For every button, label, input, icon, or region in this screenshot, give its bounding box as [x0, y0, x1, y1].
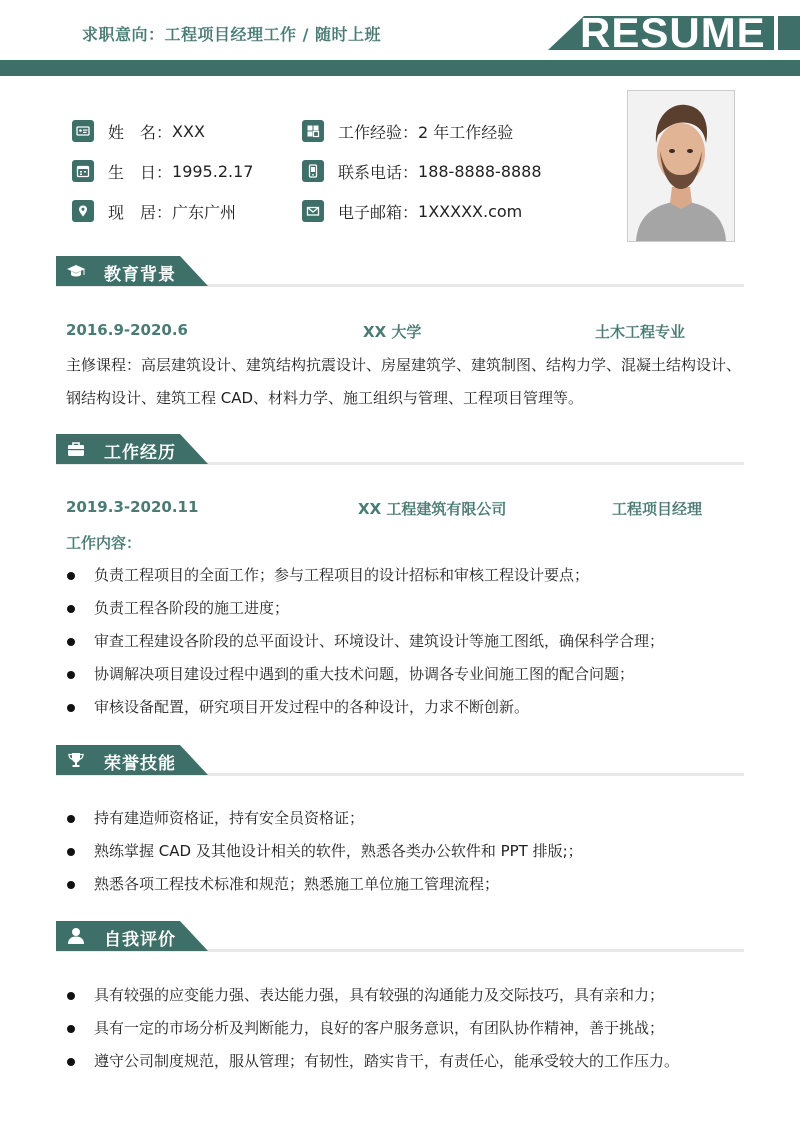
phone-icon: [302, 160, 324, 182]
info-experience: [302, 119, 513, 143]
birth-value: 1995.2.17: [172, 161, 254, 181]
info-email: [302, 199, 522, 223]
list-item: 具有一定的市场分析及判断能力，良好的客户服务意识，有团队协作精神，善于挑战；: [66, 1012, 756, 1045]
resume-word: RESUME: [580, 9, 766, 56]
work-duty-list: [66, 559, 756, 724]
envelope-icon: [302, 200, 324, 222]
home-label: 现 居：: [108, 202, 173, 222]
briefcase-icon: [66, 440, 86, 458]
name-label: 姓 名：: [108, 122, 173, 142]
work-date: 2019.3-2020.11: [66, 498, 199, 516]
self-evaluation-list: [66, 979, 756, 1078]
work-position: 工程项目经理: [612, 500, 703, 518]
profile-photo: [627, 90, 735, 242]
trophy-icon: [66, 751, 86, 769]
home-value: 广东广州: [172, 202, 237, 222]
info-home: [72, 199, 236, 223]
self-evaluation-title: 自我评价: [104, 930, 176, 950]
list-item: 遵守公司制度规范，服从管理；有韧性，踏实肯干，有责任心，能承受较大的工作压力。: [66, 1045, 756, 1078]
honors-title: 荣誉技能: [104, 754, 176, 774]
work-company: XX 工程建筑有限公司: [358, 500, 507, 518]
education-date: 2016.9-2020.6: [66, 321, 188, 339]
education-courses: 主修课程：高层建筑设计、建筑结构抗震设计、房屋建筑学、建筑制图、结构力学、混凝土结构设计、钢结构设计、建筑工程 CAD、材料力学、施工组织与管理、工程项目管理等。: [66, 356, 742, 407]
info-phone: [302, 159, 542, 183]
list-item: 熟练掌握 CAD 及其他设计相关的软件，熟悉各类办公软件和 PPT 排版;；: [66, 835, 756, 868]
birth-label: 生 日：: [108, 162, 173, 182]
work-section-header: [56, 434, 744, 464]
list-item: 熟悉各项工程技术标准和规范；熟悉施工单位施工管理流程；: [66, 868, 756, 901]
job-intention-title: 求职意向：工程项目经理工作 / 随时上班: [82, 25, 381, 44]
header-bar: [0, 60, 800, 76]
work-title: 工作经历: [104, 443, 176, 463]
person-icon: [66, 927, 86, 945]
list-item: 持有建造师资格证，持有安全员资格证；: [66, 802, 756, 835]
education-title: 教育背景: [104, 265, 176, 285]
work-content-label: 工作内容：: [66, 534, 142, 552]
info-name: [72, 119, 205, 143]
grid-icon: [302, 120, 324, 142]
id-card-icon: [72, 120, 94, 142]
email-value: 1XXXXX.com: [418, 201, 523, 221]
phone-label: 联系电话：: [338, 162, 419, 182]
location-pin-icon: [72, 200, 94, 222]
info-birth: [72, 159, 253, 183]
education-school: XX 大学: [363, 323, 422, 341]
calendar-icon: [72, 160, 94, 182]
list-item: 审核设备配置，研究项目开发过程中的各种设计，力求不断创新。: [66, 691, 756, 724]
list-item: 具有较强的应变能力强、表达能力强，具有较强的沟通能力及交际技巧，具有亲和力；: [66, 979, 756, 1012]
list-item: 审查工程建设各阶段的总平面设计、环境设计、建筑设计等施工图纸，确保科学合理；: [66, 625, 756, 658]
list-item: 协调解决项目建设过程中遇到的重大技术问题，协调各专业间施工图的配合问题；: [66, 658, 756, 691]
honors-list: [66, 802, 756, 901]
self-evaluation-section-header: [56, 921, 744, 951]
email-label: 电子邮箱：: [338, 202, 419, 222]
list-item: 负责工程项目的全面工作；参与工程项目的设计招标和审核工程设计要点；: [66, 559, 756, 592]
list-item: 负责工程各阶段的施工进度；: [66, 592, 756, 625]
resume-banner-tab: [778, 16, 800, 50]
graduation-cap-icon: [66, 262, 86, 280]
experience-label: 工作经验：: [338, 122, 419, 142]
education-major: 土木工程专业: [595, 323, 686, 341]
experience-value: 2 年工作经验: [418, 122, 514, 142]
honors-section-header: [56, 745, 744, 775]
phone-value: 188-8888-8888: [418, 161, 542, 181]
education-section-header: [56, 256, 744, 286]
name-value: XXX: [172, 121, 205, 141]
